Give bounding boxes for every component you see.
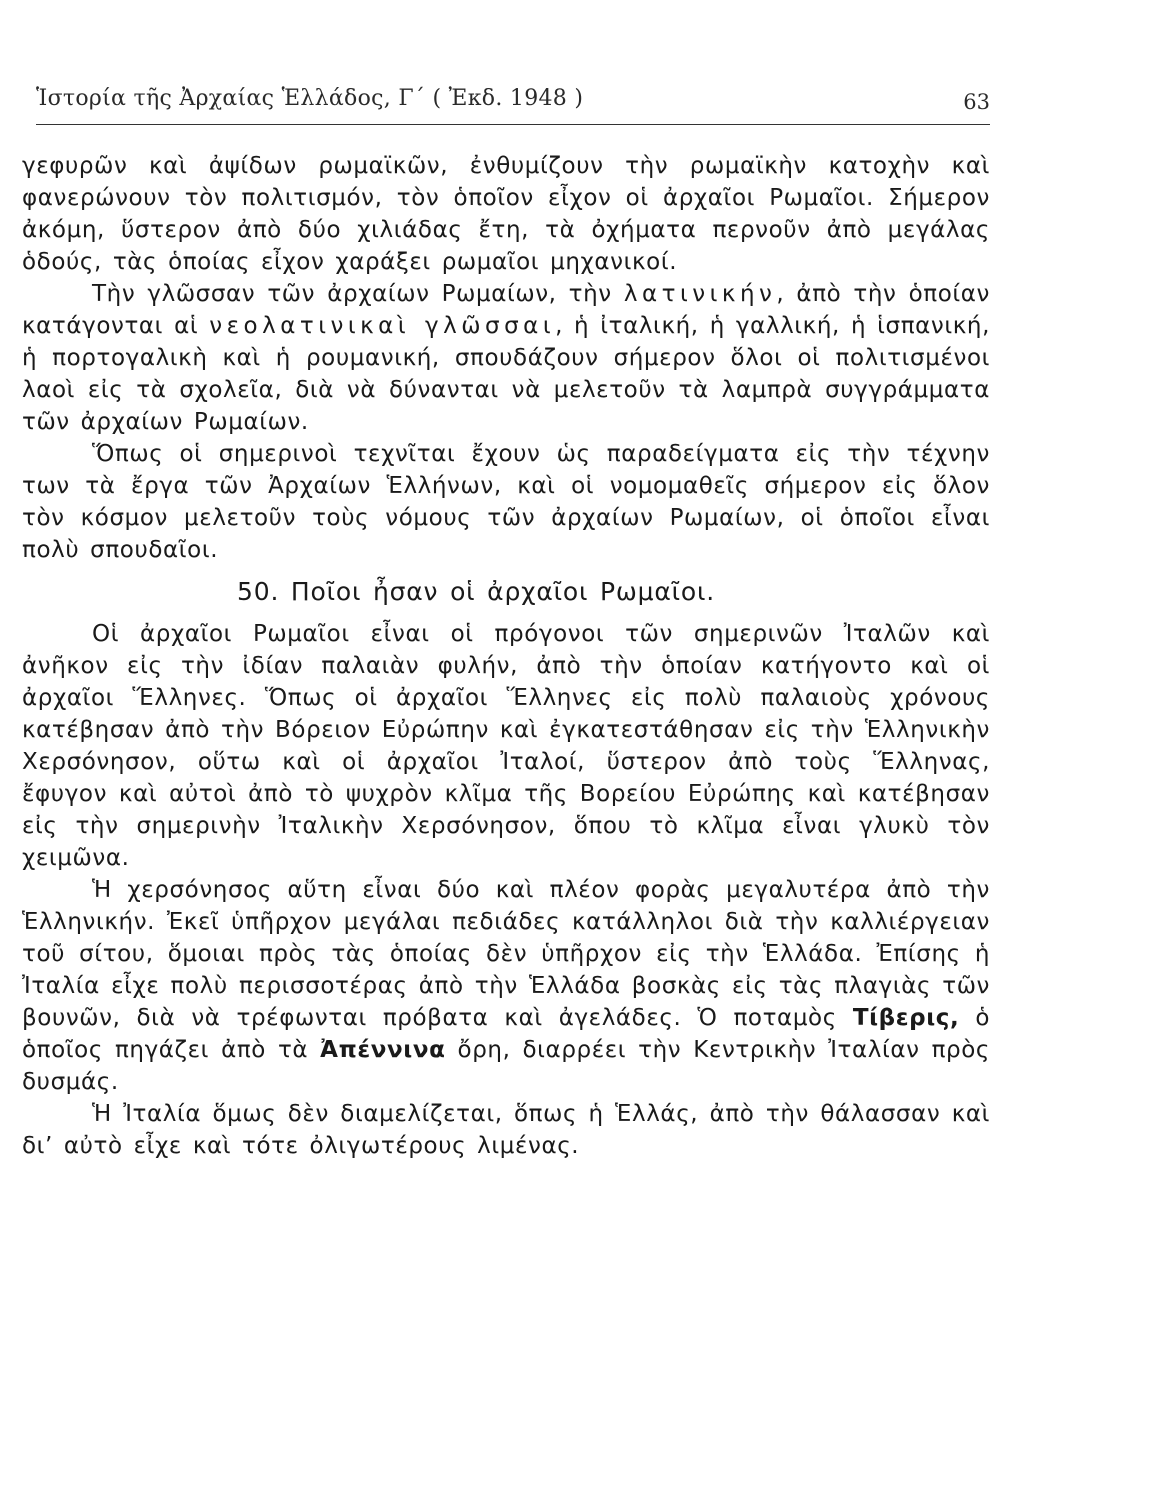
- page-number: 63: [963, 90, 990, 114]
- term-latin: λατινικήν: [623, 281, 777, 307]
- paragraph-5-start: Ἡ χερσόνησος αὕτη εἶναι δύο καὶ πλέον φορὰς μεγαλυτέρα ἀπὸ τὴν Ἑλληνικήν. Ἐκεῖ ὑπῆρχον μεγάλαι πεδιάδες κατάλληλοι διὰ τὴν καλλιέργειαν τοῦ σίτου, ὅμοιαι πρὸς τὰς ὁποίας δὲν ὑπῆρχον εἰς τὴν Ἑλλάδα. Ἐπίσης ἡ Ἰταλία εἶχε πολὺ περισσοτέρας ἀπὸ τὴν Ἑλλάδα βοσκὰς εἰς τὰς πλαγιὰς τῶν βουνῶν, διὰ νὰ τρέφωνται πρόβατα καὶ ἀγελάδες. Ὁ ποταμὸς: [22, 877, 990, 1031]
- term-apennina: Ἀπέννινα: [320, 1037, 446, 1063]
- header-rule: [36, 124, 990, 125]
- paragraph-2: [22, 278, 990, 438]
- section-heading: 50. Ποῖοι ἦσαν οἱ ἀρχαῖοι Ρωμαῖοι.: [237, 577, 715, 606]
- term-neolatin: νεολατινικαὶ γλῶσσαι: [209, 313, 556, 339]
- paragraph-5-mid: ὁ ὁποῖος πηγάζει ἀπὸ τὰ: [22, 1005, 990, 1063]
- paragraph-4: Οἱ ἀρχαῖοι Ρωμαῖοι εἶναι οἱ πρόγονοι τῶν σημερινῶν Ἰταλῶν καὶ ἀνῆκον εἰς τὴν ἰδίαν παλαιὰν φυλήν, ἀπὸ τὴν ὁποίαν κατήγοντο καὶ οἱ ἀρχαῖοι Ἕλληνες. Ὅπως οἱ ἀρχαῖοι Ἕλληνες εἰς πολὺ παλαιοὺς χρόνους κατέβησαν ἀπὸ τὴν Βόρειον Εὐρώπην καὶ ἐγκατεστάθησαν εἰς τὴν Ἑλληνικὴν Χερσόνησον, οὕτω καὶ οἱ ἀρχαῖοι Ἰταλοί, ὕστερον ἀπὸ τοὺς Ἕλληνας, ἔφυγον καὶ αὐτοὶ ἀπὸ τὸ ψυχρὸν κλῖμα τῆς Βορείου Εὐρώπης καὶ κατέβησαν εἰς τὴν σημερινὴν Ἰταλικὴν Χερσόνησον, ὅπου τὸ κλῖμα εἶναι γλυκὺ τὸν χειμῶνα.: [22, 621, 990, 871]
- paragraph-5-end: ὄρη, διαρρέει τὴν Κεντρικὴν Ἰταλίαν πρὸς δυσμάς.: [22, 1037, 990, 1095]
- body-text: [22, 150, 990, 1162]
- paragraph-2-start: Τὴν γλῶσσαν τῶν ἀρχαίων Ρωμαίων, τὴν: [92, 281, 624, 307]
- term-tiberis: Τίβερις,: [852, 1005, 960, 1031]
- paragraph-2-end: , ἡ ἰταλική, ἡ γαλλική, ἡ ἱσπανική, ἡ πορτογαλικὴ καὶ ἡ ρουμανική, σπουδάζουν σήμερον ὅλοι οἱ πολιτισμένοι λαοὶ εἰς τὰ σχολεῖα, διὰ νὰ δύνανται νὰ μελετοῦν τὰ λαμπρὰ συγγράμματα τῶν ἀρχαίων Ρωμαίων.: [22, 313, 990, 435]
- paragraph-3: Ὅπως οἱ σημερινοὶ τεχνῖται ἔχουν ὡς παραδείγματα εἰς τὴν τέχνην των τὰ ἔργα τῶν Ἀρχαίων Ἑλλήνων, καὶ οἱ νομομαθεῖς σήμερον εἰς ὅλον τὸν κόσμον μελετοῦν τοὺς νόμους τῶν ἀρχαίων Ρωμαίων, οἱ ὁποῖοι εἶναι πολὺ σπουδαῖοι.: [22, 441, 990, 563]
- running-title: Ἱστορία τῆς Ἀρχαίας Ἑλλάδος, Γ΄ ( Ἐκδ. 1948 ): [36, 86, 584, 111]
- paragraph-2-mid: , ἀπὸ τὴν ὁποίαν κατάγονται αἱ: [22, 281, 991, 339]
- paragraph-6: Ἡ Ἰταλία ὅμως δὲν διαμελίζεται, ὅπως ἡ Ἑλλάς, ἀπὸ τὴν θάλασσαν καὶ δι’ αὐτὸ εἶχε καὶ τότε ὀλιγωτέρους λιμένας.: [22, 1101, 990, 1159]
- running-head: [36, 78, 990, 118]
- paragraph-5: [22, 874, 990, 1098]
- paragraph-1: γεφυρῶν καὶ ἀψίδων ρωμαϊκῶν, ἐνθυμίζουν τὴν ρωμαϊκὴν κατοχὴν καὶ φανερώνουν τὸν πολιτισμόν, τὸν ὁποῖον εἶχον οἱ ἀρχαῖοι Ρωμαῖοι. Σήμερον ἀκόμη, ὕστερον ἀπὸ δύο χιλιάδας ἔτη, τὰ ὀχήματα περνοῦν ἀπὸ μεγάλας ὁδούς, τὰς ὁποίας εἶχον χαράξει ρωμαῖοι μηχανικοί.: [22, 153, 990, 275]
